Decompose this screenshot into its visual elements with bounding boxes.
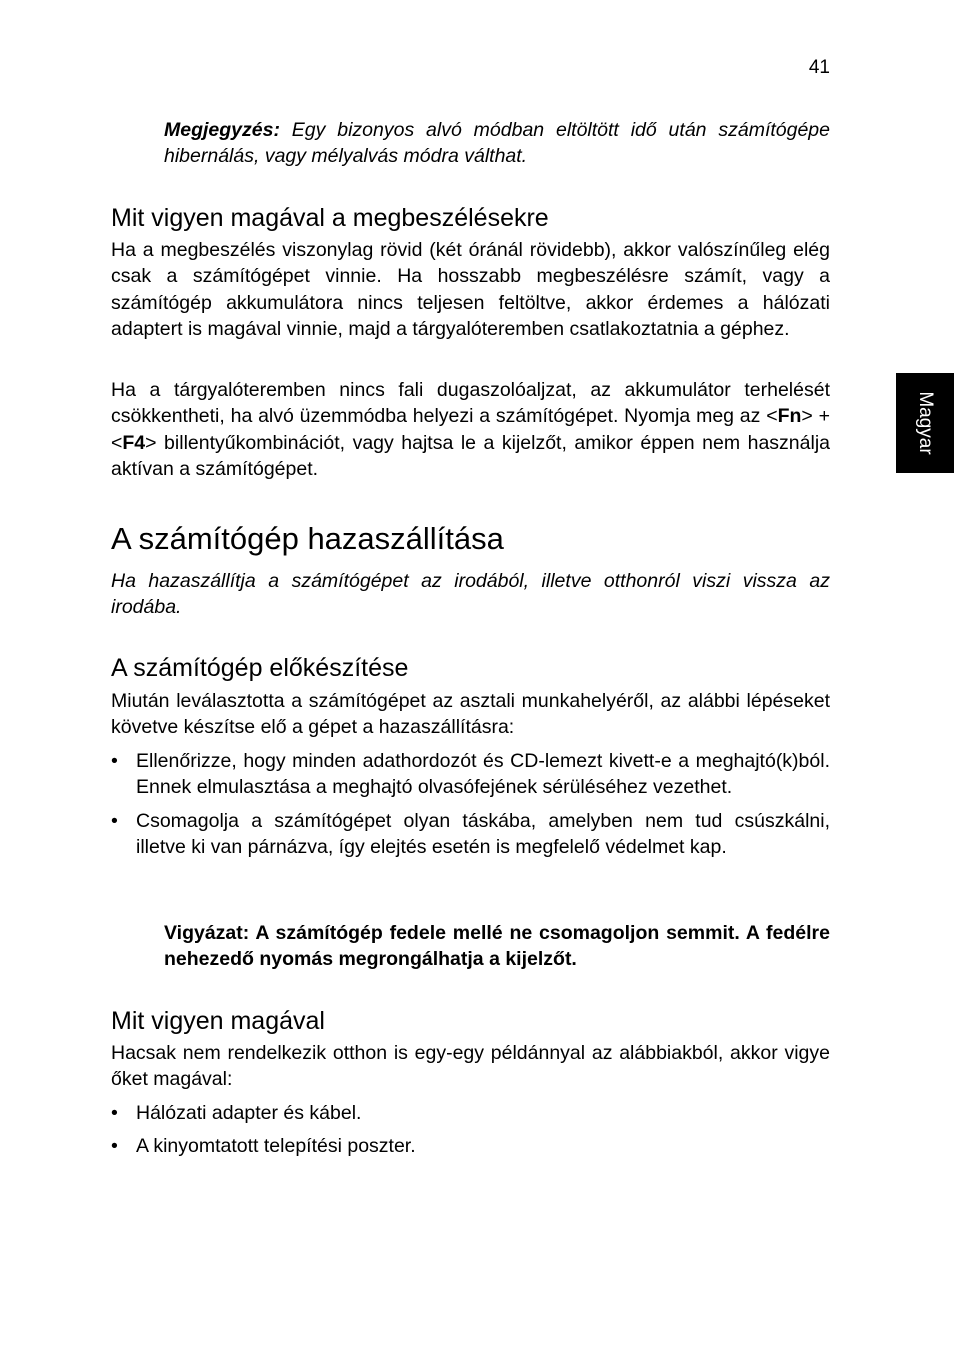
preparing-list — [111, 748, 830, 861]
what-to-bring-list — [111, 1100, 830, 1160]
list-item — [111, 1100, 830, 1126]
page-number: 41 — [808, 57, 830, 78]
preparing-paragraph-block — [111, 688, 830, 741]
what-to-bring-paragraph-block — [111, 1040, 830, 1093]
list-item-text: Hálózati adapter és kábel. — [136, 1102, 362, 1124]
taking-home-intro-block — [111, 568, 830, 621]
note-text — [164, 117, 830, 170]
para2-part-b: > + < — [111, 405, 830, 454]
note-block — [164, 117, 830, 170]
key-f4: F4 — [122, 431, 146, 454]
bullet-glyph: • — [111, 1135, 118, 1158]
preparing-paragraph: Miután leválasztotta a számítógépet az asztali munkahelyéről, az alábbi lépéseket követve készítse elő a gépet a hazaszállításra: — [111, 690, 830, 739]
para2-part-c: > billentyűkombinációt, vagy hajtsa le a kijelzőt, amikor éppen nem használja aktívan a számítógépet. — [111, 431, 830, 481]
warning-text — [164, 920, 830, 973]
meetings-paragraph-1: Ha a megbeszélés viszonylag rövid (két óránál rövidebb), akkor valószínűleg elég csak a számítógépet vinnie. Ha hosszabb megbeszélésre számít, vagy a számítógép akkumulátora nincs teljesen feltöltve, akkor érdemes a hálózati adaptert is magával vinnie, majd a tárgyalóteremben csatlakoztatnia a géphez. — [111, 239, 830, 341]
bullet-glyph: • — [111, 1102, 118, 1124]
language-tab — [896, 373, 954, 473]
meetings-paragraph-2-block — [111, 377, 830, 483]
meetings-paragraph-1-block — [111, 237, 830, 343]
list-item-text: Ellenőrizze, hogy minden adathordozót és CD-lemezt kivett-e a meghajtó(k)ból. Ennek elmulasztása a meghajtó olvasófejének sérüléséhez vezethet. — [136, 750, 830, 799]
warning-bold: Vigyázat: A számítógép fedele mellé ne csomagoljon semmit. A fedélre nehezedő nyomás megrongálhatja a kijelzőt. — [164, 922, 830, 971]
list-item-text: A kinyomtatott telepítési poszter. — [136, 1135, 416, 1158]
section-what-to-bring — [111, 1006, 830, 1036]
bullet-glyph: • — [111, 750, 118, 772]
para2-part-a: Ha a tárgyalóteremben nincs fali dugaszolóaljzat, az akkumulátor terhelését csökkentheti, ha alvó üzemmódba helyezi a számítógépet. Nyomja meg az < — [111, 379, 830, 428]
taking-home-intro: Ha hazaszállítja a számítógépet az irodából, illetve otthonról viszi vissza az irodába. — [111, 570, 830, 619]
warning-block — [164, 920, 830, 973]
note-label: Megjegyzés: — [164, 119, 280, 141]
section-meetings — [111, 203, 830, 233]
key-fn: Fn — [777, 405, 802, 428]
list-item-text: Csomagolja a számítógépet olyan táskába, amelyben nem tud csúszkálni, illetve ki van párnázva, így elejtés esetén is megfelelő védelmet kap. — [136, 809, 830, 859]
section-taking-home — [111, 521, 830, 557]
language-tab-label: Magyar — [915, 391, 936, 455]
section-heading-what-to-bring: Mit vigyen magával — [111, 1007, 325, 1035]
list-item — [111, 748, 830, 801]
chapter-title: A számítógép hazaszállítása — [111, 521, 504, 556]
section-preparing — [111, 653, 830, 683]
section-heading-preparing: A számítógép előkészítése — [111, 654, 409, 682]
list-item — [111, 808, 830, 861]
section-heading-meetings: Mit vigyen magával a megbeszélésekre — [111, 204, 549, 232]
note-body: Egy bizonyos alvó módban eltöltött idő után számítógépe hibernálás, vagy mélyalvás módra válthat. — [164, 119, 830, 168]
list-item — [111, 1133, 830, 1159]
bullet-glyph: • — [111, 809, 118, 832]
meetings-paragraph-2 — [111, 377, 830, 483]
what-to-bring-paragraph: Hacsak nem rendelkezik otthon is egy-egy példánnyal az alábbiakból, akkor vigye őket magával: — [111, 1042, 830, 1091]
